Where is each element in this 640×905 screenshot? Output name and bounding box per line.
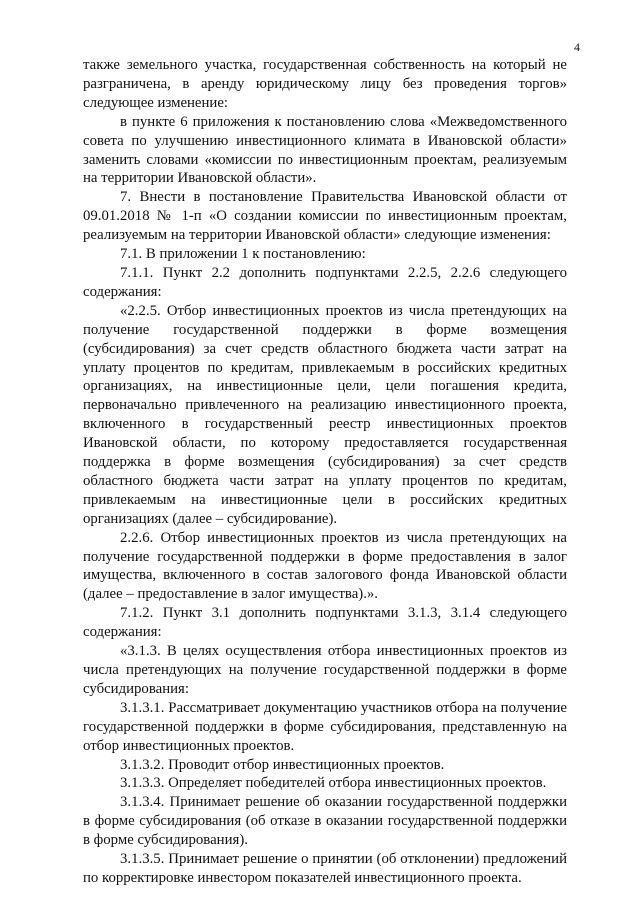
page-number: 4 — [574, 40, 580, 54]
paragraph: 7.1.1. Пункт 2.2 дополнить подпунктами 2.2.5, 2.2.6 следующего содержания: — [83, 264, 567, 300]
paragraph: 3.1.3.4. Принимает решение об оказании государственной поддержки в форме субсидирования (об отказе в оказании государственной поддержки в форме субсидирования). — [83, 794, 567, 849]
paragraph: «2.2.5. Отбор инвестиционных проектов из числа претендующих на получение государственной поддержки в форме возмещения (субсидирования) за счет средств областного бюджета части затрат на уплату процентов по кредитам, привлекаемым в российских кредитных организациях, на инвестиционные цели, цели погашения кредита, первоначально привлеченного на реализацию инвестиционного проекта, включенного в государственный реестр инвестиционных проектов Ивановской области, по которому предоставляется государственная поддержка в форме возмещения (субсидирования) за счет средств областного бюджета части затрат на уплату процентов по кредитам, привлекаемым на инвестиционные цели в российских кредитных организациях (далее – субсидирование). — [83, 302, 567, 527]
paragraph: 3.1.3.3. Определяет победителей отбора инвестиционных проектов. — [120, 775, 547, 792]
paragraph: 3.1.3.5. Принимает решение о принятии (об отклонении) предложений по корректировке инвестором показателей инвестиционного проекта. — [83, 851, 567, 886]
paragraph: 7.1.2. Пункт 3.1 дополнить подпунктами 3.1.3, 3.1.4 следующего содержания: — [83, 605, 567, 641]
paragraph: также земельного участка, государственная собственность на который не разграничена, в аренду юридическому лицу без проведения торгов» следующее изменение: — [83, 57, 567, 111]
paragraph: 2.2.6. Отбор инвестиционных проектов из числа претендующих на получение государственной поддержки в форме предоставления в залог имущества, включенного в состав залогового фонда Ивановской области (далее – предоставление в залог имущества).». — [83, 529, 567, 603]
paragraph: 3.1.3.2. Проводит отбор инвестиционных проектов. — [120, 756, 445, 773]
document-body — [83, 56, 567, 888]
paragraph: 7. Внести в постановление Правительства Ивановской области от 09.01.2018 № 1-п «О создании комиссии по инвестиционным проектам, реализуемым на территории Ивановской области» следующие изменения: — [83, 189, 567, 244]
paragraph: 7.1. В приложении 1 к постановлению: — [120, 246, 366, 263]
paragraph: в пункте 6 приложения к постановлению слова «Межведомственного совета по улучшению инвестиционного климата в Ивановской области» заменить словами «комиссии по инвестиционным проектам, реализуемым на территории Ивановской области». — [83, 113, 567, 187]
paragraph: 3.1.3.1. Рассматривает документацию участников отбора на получение государственной поддержки в форме субсидирования, представленную на отбор инвестиционных проектов. — [83, 699, 567, 754]
paragraph: «3.1.3. В целях осуществления отбора инвестиционных проектов из числа претендующих на получение государственной поддержки в форме субсидирования: — [83, 643, 567, 697]
